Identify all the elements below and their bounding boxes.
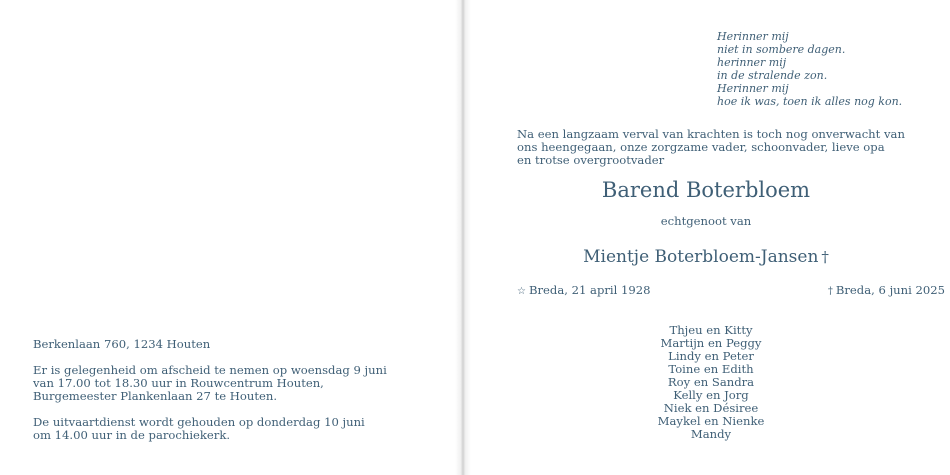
family-member: Maykel en Nienke [657, 414, 765, 428]
birth-text: Breda, 21 april 1928 [528, 283, 651, 297]
family-member: Roy en Sandra [667, 375, 755, 389]
star-icon: ☆ [517, 286, 526, 297]
poem-line: Herinner mij [717, 30, 789, 43]
deceased-name: Barend Boterbloem [601, 178, 811, 202]
family-member: Toine en Edith [668, 362, 754, 376]
funeral-service-info [33, 416, 365, 442]
intro-line: Na een langzaam verval van krachten is toch nog onverwacht van [517, 127, 905, 141]
service-line: De uitvaartdienst wordt gehouden op donderdag 10 juni [33, 415, 365, 429]
spouse-label: echtgenoot van [660, 214, 752, 228]
left-page [0, 0, 462, 475]
spouse-name-line [462, 245, 950, 269]
poem-line: herinner mij [717, 56, 787, 69]
service-line: om 14.00 uur in de parochiekerk. [33, 428, 231, 442]
poem-line: Herinner mij [717, 82, 789, 95]
address-line: Berkenlaan 760, 1234 Houten [33, 337, 211, 351]
dagger-icon: † [821, 248, 829, 266]
announcement-intro [517, 128, 905, 167]
family-member: Lindy en Peter [668, 349, 754, 363]
death-info [828, 283, 945, 299]
visitation-line: Burgemeester Plankenlaan 27 te Houten. [33, 389, 278, 403]
birth-info [517, 283, 651, 299]
poem-line: hoe ik was, toen ik alles nog kon. [717, 95, 903, 108]
poem-line: niet in sombere dagen. [717, 43, 846, 56]
family-member: Martijn en Peggy [660, 336, 762, 350]
family-member: Niek en Désiree [663, 401, 759, 415]
poem-line: in de stralende zon. [717, 69, 828, 82]
poem [717, 30, 902, 108]
page-fold-shadow [455, 0, 471, 475]
intro-line: en trotse overgrootvader [517, 153, 665, 167]
family-member: Kelly en Jorg [673, 388, 749, 402]
address [33, 338, 210, 351]
spouse-name: Mientje Boterbloem-Jansen [583, 247, 819, 267]
intro-line: ons heengegaan, onze zorgzame vader, schoonvader, lieve opa [517, 140, 885, 154]
death-text: Breda, 6 juni 2025 [835, 283, 945, 297]
right-page [462, 0, 950, 475]
family-member: Thjeu en Kitty [669, 323, 753, 337]
dagger-icon: † [827, 286, 833, 297]
family-member: Mandy [690, 427, 732, 441]
visitation-info [33, 364, 387, 403]
visitation-line: Er is gelegenheid om afscheid te nemen op woensdag 9 juni [33, 363, 387, 377]
family-list [462, 324, 950, 441]
visitation-line: van 17.00 tot 18.30 uur in Rouwcentrum Houten, [33, 376, 324, 390]
